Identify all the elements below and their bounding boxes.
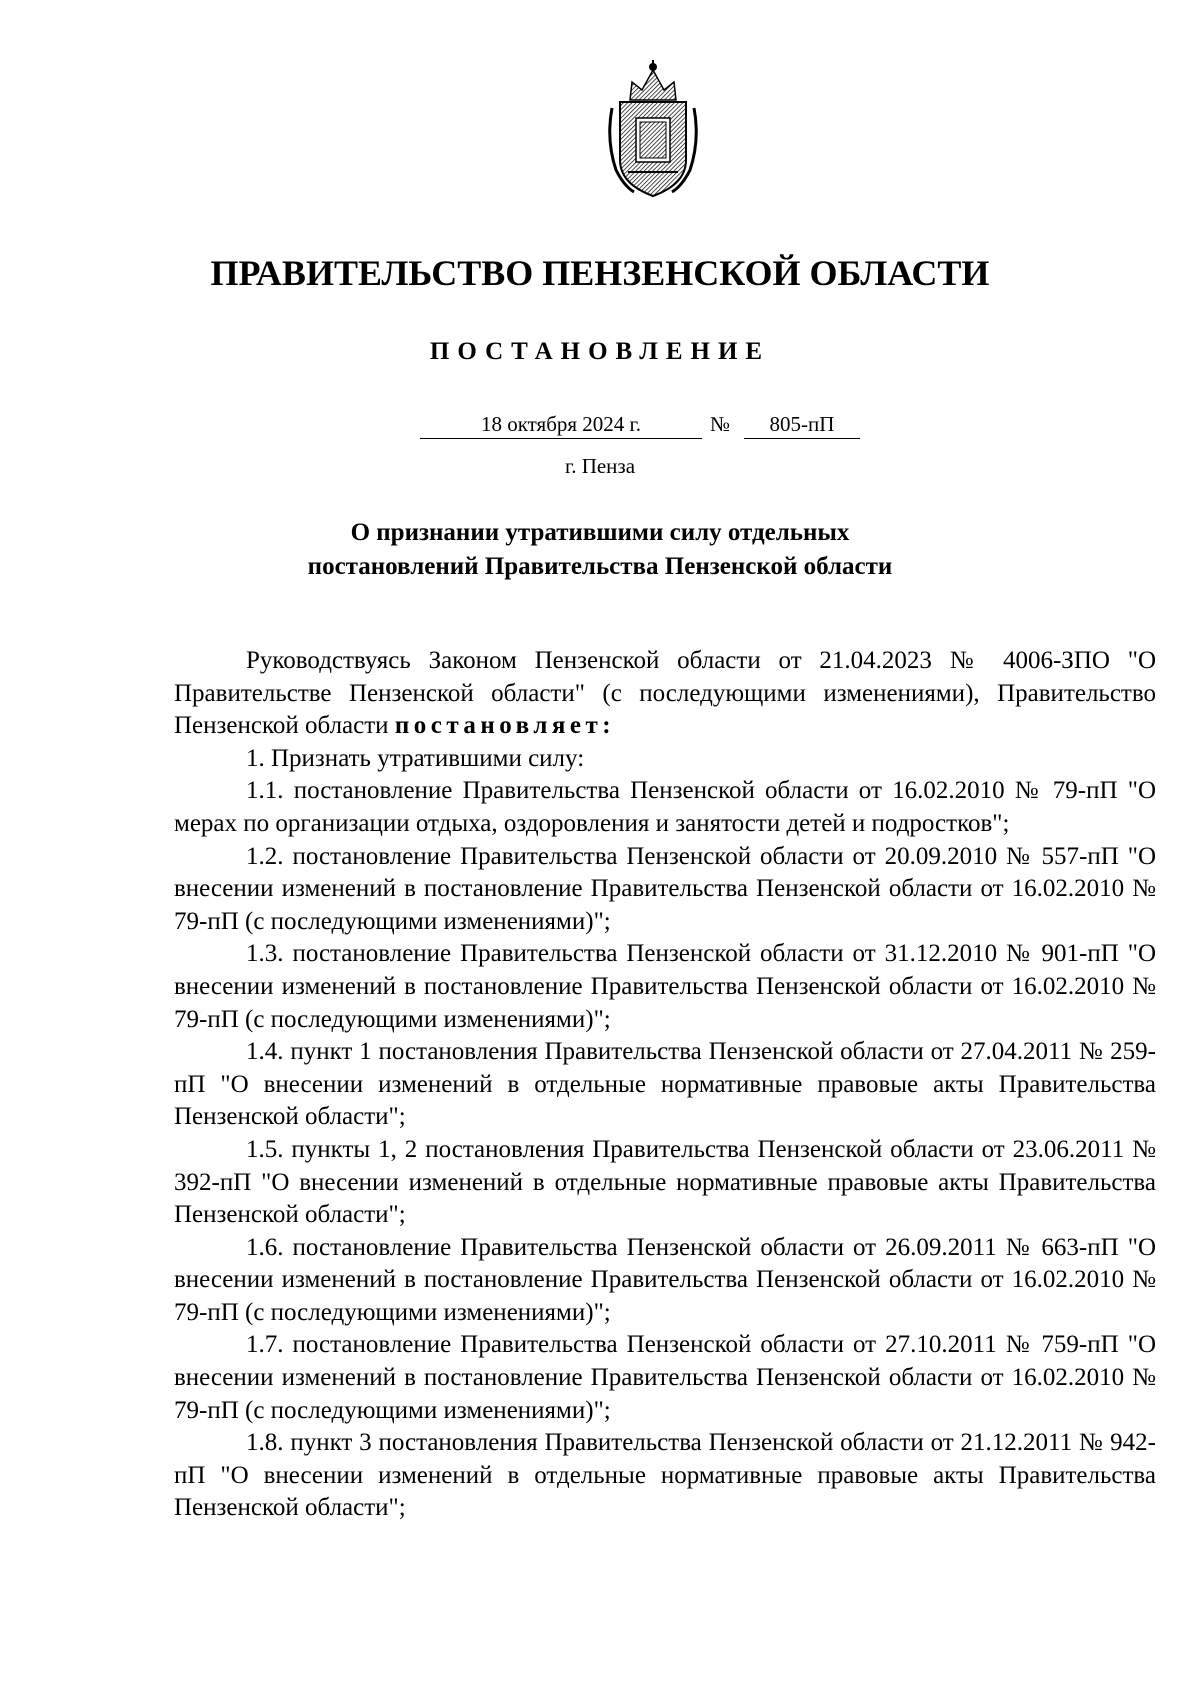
number-field <box>744 410 860 439</box>
coat-of-arms-icon <box>602 60 704 200</box>
list-item: 1.4. пункт 1 постановления Правительства Пензенской области от 27.04.2011 № 259-пП "О внесении изменений в отдельные нормативные правовые акты Правительства Пензенской области"; <box>174 1038 1156 1131</box>
document-type: ПОСТАНОВЛЕНИЕ <box>429 338 771 365</box>
document-body <box>174 645 1156 1525</box>
subject-line-2: постановлений Правительства Пензенской области <box>307 553 893 580</box>
preamble-text: Руководствуясь Законом Пензенской области от 21.04.2023 № 4006-ЗПО "О Правительстве Пензенской области" (с последующими изменениями), Правительство Пензенской области <box>174 647 1156 740</box>
document-number: 805-пП <box>744 410 860 439</box>
list-item: 1.3. постановление Правительства Пензенской области от 31.12.2010 № 901-пП "О внесении изменений в постановление Правительства Пензенской области от 16.02.2010 № 79-пП (с последующими изменениями)"; <box>174 940 1156 1033</box>
list-item: 1.8. пункт 3 постановления Правительства Пензенской области от 21.12.2011 № 942-пП "О внесении изменений в отдельные нормативные правовые акты Правительства Пензенской области"; <box>174 1429 1156 1522</box>
date-field <box>420 410 702 439</box>
list-item: 1. Признать утратившими силу: <box>246 744 585 772</box>
list-item: 1.6. постановление Правительства Пензенской области от 26.09.2011 № 663-пП "О внесении изменений в постановление Правительства Пензенской области от 16.02.2010 № 79-пП (с последующими изменениями)"; <box>174 1233 1156 1326</box>
list-item: 1.7. постановление Правительства Пензенской области от 27.10.2011 № 759-пП "О внесении изменений в постановление Правительства Пензенской области от 16.02.2010 № 79-пП (с последующими изменениями)"; <box>174 1331 1156 1424</box>
list-item: 1.1. постановление Правительства Пензенской области от 16.02.2010 № 79-пП "О мерах по организации отдыха, оздоровления и занятости детей и подростков"; <box>174 777 1156 837</box>
resolves-word: постановляет: <box>394 712 616 740</box>
document-subject <box>0 516 1200 584</box>
list-item: 1.2. постановление Правительства Пензенской области от 20.09.2010 № 557-пП "О внесении изменений в постановление Правительства Пензенской области от 16.02.2010 № 79-пП (с последующими изменениями)"; <box>174 842 1156 935</box>
city: г. Пенза <box>564 454 636 478</box>
subject-line-1: О признании утратившими силу отдельных <box>350 519 850 546</box>
preamble <box>174 645 1156 743</box>
number-sign: № <box>710 412 731 436</box>
government-title: ПРАВИТЕЛЬСТВО ПЕНЗЕНСКОЙ ОБЛАСТИ <box>210 253 990 293</box>
list-item: 1.5. пункты 1, 2 постановления Правительства Пензенской области от 23.06.2011 № 392-пП "О внесении изменений в отдельные нормативные правовые акты Правительства Пензенской области"; <box>174 1135 1156 1229</box>
document-date: 18 октября 2024 г. <box>420 410 702 439</box>
